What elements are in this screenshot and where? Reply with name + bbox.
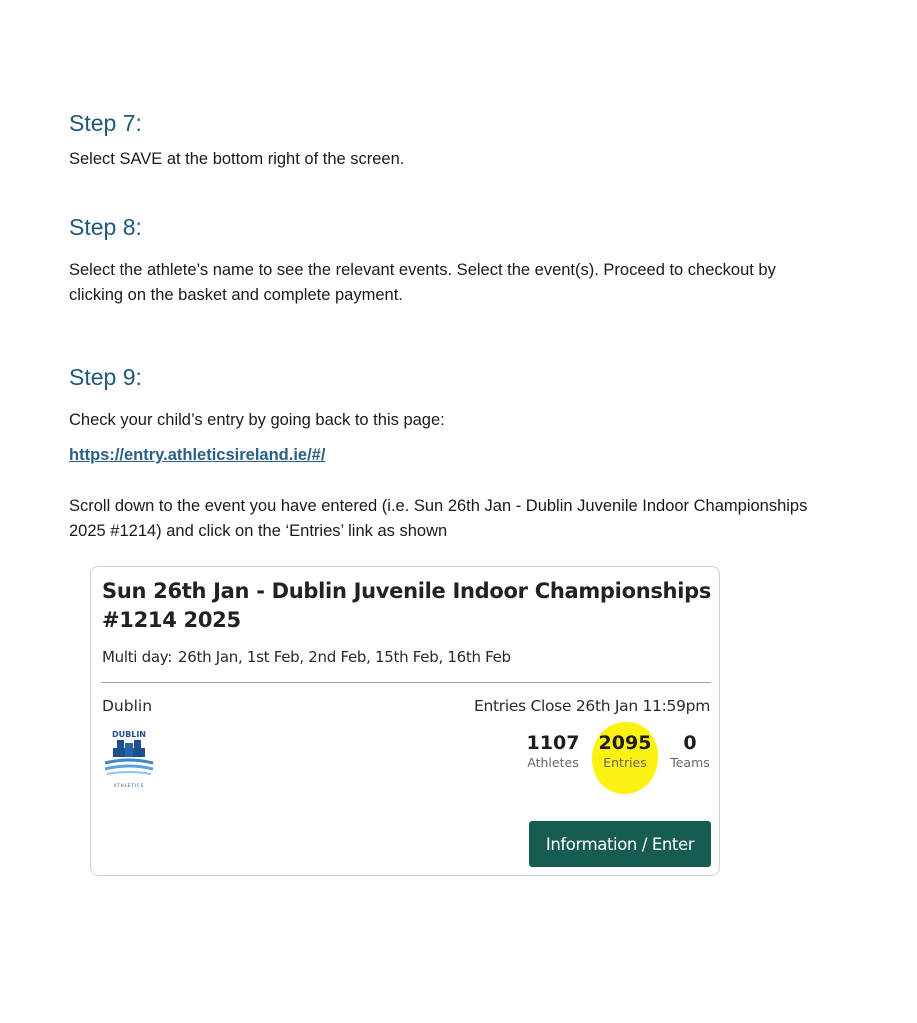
multiday-info: [102, 648, 511, 666]
entries-close-date: Entries Close 26th Jan 11:59pm: [473, 697, 710, 715]
svg-text:ATHLETICS: ATHLETICS: [113, 783, 145, 788]
step-7-text: Select SAVE at the bottom right of the screen.: [69, 150, 405, 168]
event-title[interactable]: Sun 26th Jan - Dublin Juvenile Indoor Championships #1214 2025: [102, 579, 712, 632]
card-divider: [101, 682, 711, 683]
multiday-label: Multi day:: [102, 648, 172, 666]
entries-count[interactable]: 2095: [598, 732, 652, 754]
teams-stat: [665, 731, 715, 771]
svg-text:DUBLIN: DUBLIN: [111, 730, 147, 739]
athletes-count: 1107: [526, 732, 580, 754]
entries-link[interactable]: Entries: [603, 755, 647, 770]
multiday-dates: 26th Jan, 1st Feb, 2nd Feb, 15th Feb, 16th Feb: [178, 648, 511, 666]
athletes-label: Athletes: [527, 755, 579, 770]
teams-label: Teams: [670, 755, 710, 770]
athletics-ireland-entry-link[interactable]: https://entry.athleticsireland.ie/#/: [69, 446, 326, 464]
step-9-instructions: Scroll down to the event you have entered (i.e. Sun 26th Jan - Dublin Juvenile Indoor Championships 2025 #1214) and click on the ‘Entries’ link as shown: [69, 497, 808, 540]
step-9-heading: Step 9:: [69, 364, 142, 390]
event-location: Dublin: [102, 697, 153, 715]
athletes-stat: [521, 731, 585, 771]
event-card: [90, 566, 720, 876]
step-9-text: Check your child’s entry by going back to this page:: [69, 411, 445, 429]
entries-stat[interactable]: [593, 731, 657, 771]
dublin-athletics-logo: [101, 727, 157, 793]
step-8-heading: Step 8:: [69, 214, 142, 240]
teams-count: 0: [683, 732, 697, 754]
step-8-text: Select the athlete’s name to see the relevant events. Select the event(s). Proceed to checkout by clicking on the basket and complete payment.: [69, 261, 776, 304]
information-enter-button[interactable]: Information / Enter: [529, 821, 711, 867]
step-7-heading: Step 7:: [69, 110, 142, 136]
